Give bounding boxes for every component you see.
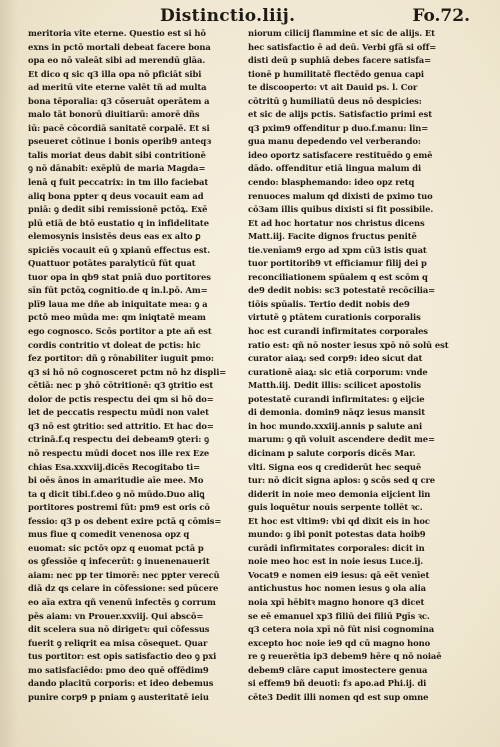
chapter-title: Distinctio.liij. — [160, 6, 296, 26]
text-line: Matt.iij. Facite dignos fructus penitē — [248, 231, 417, 242]
text-line: fessio: q3 p os debent exire pctā q cōmis= — [28, 515, 222, 526]
text-line: curādi infirmitates corporales: dicit in — [248, 542, 425, 553]
text-line: cōtritū ꝯ humiliatū deus nō despicies: — [248, 95, 422, 106]
text-line: virtutē ꝯ ptātem curationis corporalis — [248, 312, 421, 323]
text-line: portitores postremi fūt: pm9 est oris cō — [28, 502, 210, 513]
text-line: dolor de pctis respectu dei qm si hō do= — [28, 393, 214, 404]
text-line: tionē p humilitatē flectēdo genua capi — [248, 68, 424, 79]
text-line: diderit in noie meo demonia eijcient lin — [248, 488, 431, 499]
text-line: eo aīa extra qñ venenū infectēs ꝯ corrum — [28, 596, 216, 607]
text-line: q3 nō est ꝯtritio: sed attritio. Et hac do= — [28, 420, 214, 431]
text-line: sīn fūt pctōꝝ cognitio.de q in.l.pō. Am= — [28, 285, 208, 296]
text-line: plī9 laua me dñe ab iniquitate mea: ꝯ a — [28, 298, 208, 309]
text-line: mus fiue q comedit venenosa opz q — [28, 529, 190, 540]
text-line: vlti. Signa eos q crediderūt hec sequē — [248, 461, 422, 472]
text-line: ta q dicit tibi.f.deo ꝯ nō mūdo.Duo aliꝗ — [28, 488, 205, 499]
text-line: tiōis spūalis. Tertio dedit nobis de9 — [248, 298, 410, 309]
text-line: fez portitor: dñ ꝯ rōnabiliter iuguit pmo: — [28, 353, 214, 364]
text-line: marum: ꝯ qñ voluit ascendere dedit me= — [248, 434, 435, 445]
text-line: plū etiā de btō eustatio q in infidelitate — [28, 217, 209, 228]
text-line: cendo: blasphemando: ideo opz retq — [248, 177, 415, 188]
text-line: cētiā: nec p ȝhō cōtritionē: q3 ꝯtritio est — [28, 380, 214, 391]
text-line: aiam: nec pp ter timorē: nec ppter verecū — [28, 569, 220, 580]
text-line: ꝯ nō dānabit: exēplū de maria Magda= — [28, 163, 206, 174]
text-line: bi oēs ānos in amaritudie aīe mee. Mo — [28, 475, 204, 486]
text-line: ego cognosco. Scōs portitor a pte aň est — [28, 326, 212, 337]
text-line: euomat: sic pctōꝛ opz q euomat pctā p — [28, 542, 204, 553]
text-line: potestatē curandi infirmitates: ꝯ eijcie — [248, 393, 425, 404]
text-line: excepto hoc noie ie9 qd cū magno hono — [248, 637, 431, 648]
text-line: meritoria vite eterne. Questio est si hō — [28, 28, 206, 38]
text-line: ctrinā.f.q respectu dei debeam9 ꝯteri: ꝯ — [28, 434, 209, 445]
text-line: ad meritū vite eterne valēt tñ ad multa — [28, 82, 207, 93]
text-line: lenā q fuit peccatrix: in tm illo faciebat — [28, 177, 209, 188]
text-line: aliq bona ppter q deus vocauit eam ad — [28, 190, 204, 201]
text-line: Quattuor potātes paralyticū fūt quat — [28, 258, 196, 269]
text-line: pēs aiam: vn Prouer.xxviij. Qui abscō= — [28, 610, 204, 621]
text-line: re ꝯ reuerētia ip3 debem9 hēre q nō noiaē — [248, 651, 442, 662]
text-line: gua manu depedendo vel verberando: — [248, 136, 421, 147]
text-line: Et ad hoc hortatur nos christus dicens — [248, 217, 425, 228]
text-line: Et dico q sic q3 illa opa nō pficiāt sibi — [28, 68, 202, 79]
text-line: te discooperto: vt ait Dauid ps. l. Cor — [248, 82, 418, 93]
text-line: iū: pacē cōcordiā sanitatē corpalē. Et si — [28, 122, 210, 133]
text-line: antichustus hoc nomen iesus ꝯ ola alia — [248, 583, 427, 594]
text-line: di demonia. domin9 nāqz iesus mansit — [248, 407, 425, 418]
text-line: tuor opa in qb9 stat pniā duo portitores — [28, 271, 211, 282]
text-line: dit scelera sua nō dirigetꝛ: qui cōfessus — [28, 624, 210, 635]
text-line: malo tāt bonorū diuitiarū: amorē dñs — [28, 109, 200, 120]
text-line: noia xpī hēbitꝛ magno honore q3 dicet — [248, 596, 425, 607]
text-line: pctō meo mūda me: qm iniqtatē meam — [28, 312, 206, 323]
text-line: nō respectu mūdi docet nos ille rex Eze — [28, 447, 210, 458]
text-line: hoc est curandi infirmitates corporales — [248, 326, 428, 337]
text-line: tie.venīam9 ergo ad xpm cū3 istis quat — [248, 244, 427, 255]
text-line: cordis contritio vt doleat de pctis: hic — [28, 339, 201, 350]
text-line: de9 dedit nobis: sc3 potestatē recōcilia= — [248, 285, 436, 296]
text-line: noie meo hoc est in noie iesus Luce.ij. — [248, 556, 424, 567]
text-line: dando placitū corporis: et ideo debemus — [28, 678, 214, 689]
text-line: se eē emanuel xp3 filiū dei filiū Pgīs ꝛc. — [248, 610, 430, 621]
text-line: si effem9 bñ deuoti: fз apo.ad Phi.ij. di — [248, 678, 427, 689]
text-line: fuerit ꝯ reliqrit ea misa cōsequet. Quar — [28, 637, 208, 648]
text-line: pseueret cōtinue i bonis operib9 anteqз — [28, 136, 212, 147]
text-line: opa eo nō valeāt sibi ad merendū glāa. — [28, 55, 206, 66]
text-line: tur: nō dicit signa aplos: ꝯ scōs sed q cre — [248, 475, 436, 486]
text-line: chias Esa.xxxviij.dicēs Recogitabo ti= — [28, 461, 201, 472]
text-line: elemosynis insistēs deus eas ex alto ꝑ — [28, 231, 201, 242]
text-line: renuoces malum qd dixisti de pximo tuo — [248, 190, 433, 201]
text-line: pniā: ꝯ dedit sibi remissionē pctōꝝ. Exē — [28, 204, 208, 215]
text-line: hec satisfactio ē ad deū. Verbi gfā si off= — [248, 41, 437, 52]
text-line: os ꝯfessiōe q infecerūt: ꝯ inuenenauerit — [28, 556, 210, 567]
text-line: spiciēs vocauit eū ꝯ xpianū effectus est. — [28, 244, 211, 255]
text-line: debem9 clāre caput imostectere genua — [248, 664, 428, 675]
text-line: tuor portitorib9 vt efficiamur filij dei p — [248, 258, 427, 269]
text-line: diā dz qs celare in cōfessione: sed pūcere — [28, 583, 219, 594]
text-line: dādo. offenditur etiā lingua malum di — [248, 163, 422, 174]
text-line: exns in pctō mortali debeat facere bona — [28, 41, 211, 52]
text-line: Matth.iij. Dedit illis: scilicet apostolis — [248, 380, 422, 391]
folio-number: Fo.72. — [412, 6, 470, 26]
text-line: cō3am illis quibus dixisti si fit possibile. — [248, 204, 434, 215]
right-text-column — [248, 27, 470, 704]
running-head — [160, 6, 470, 28]
text-line: curationē aiaꝝ: sic etiā corporum: vnde — [248, 366, 428, 377]
left-text-column — [28, 27, 235, 704]
text-line: Vocat9 e nomen ei9 iesus: qā eēt venīet — [248, 569, 430, 580]
text-line: q3 cetera noia xpī nō fūt nisi cognomina — [248, 624, 435, 635]
text-line: disti deū p suphiā debes facere satisfa= — [248, 55, 432, 66]
text-line: mundo: ꝯ ibi ponit potestas data hoib9 — [248, 529, 426, 540]
text-line: mo satisfaciēdo: pmo deo quē offēdim9 — [28, 664, 209, 675]
text-line: niorum cilicij flammine et sic de alijs. Et — [248, 28, 435, 38]
text-line: cēte3 Dedit illi nomen qd est sup omne — [248, 691, 429, 702]
text-line: q3 si hō nō cognosceret pctm nō hz displi= — [28, 366, 227, 377]
text-line: q3 pxim9 offenditur p duo.f.manu: lin= — [248, 122, 429, 133]
text-line: et sic de alijs pctis. Satisfactio primi est — [248, 109, 432, 120]
text-line: ideo oportz satisfacere restituēdo ꝯ emē — [248, 149, 433, 160]
text-line: bona tēporalia: q3 cōseruāt operātem a — [28, 95, 210, 106]
text-line: reconciliationem spūalem q est scōm q — [248, 271, 428, 282]
text-line: guis loquētur nouis serpente tollēt ꝛc. — [248, 502, 423, 513]
text-line: punire corp9 p pniam ꝯ austeritatē ieiu — [28, 691, 209, 702]
text-line: let de peccatis respectu mūdi non valet — [28, 407, 209, 418]
text-line: dicinam p salute corporis dicēs Mar. — [248, 447, 416, 458]
text-line: curator aiaꝝ: sed corp9: ideo sicut dat — [248, 353, 423, 364]
text-line: Et hoc est vltim9: vbi qd dixit eis in hoc — [248, 515, 430, 526]
text-line: ratio est: qñ nō noster iesus xpō nō solū est — [248, 339, 449, 350]
text-line: talis moriat deus dabit sibi contritionē — [28, 149, 206, 160]
text-line: in hoc mundo.xxxiij.annis p salute ani — [248, 420, 423, 431]
text-line: tus portitor: est opis satisfactio deo ꝯ pxi — [28, 651, 217, 662]
